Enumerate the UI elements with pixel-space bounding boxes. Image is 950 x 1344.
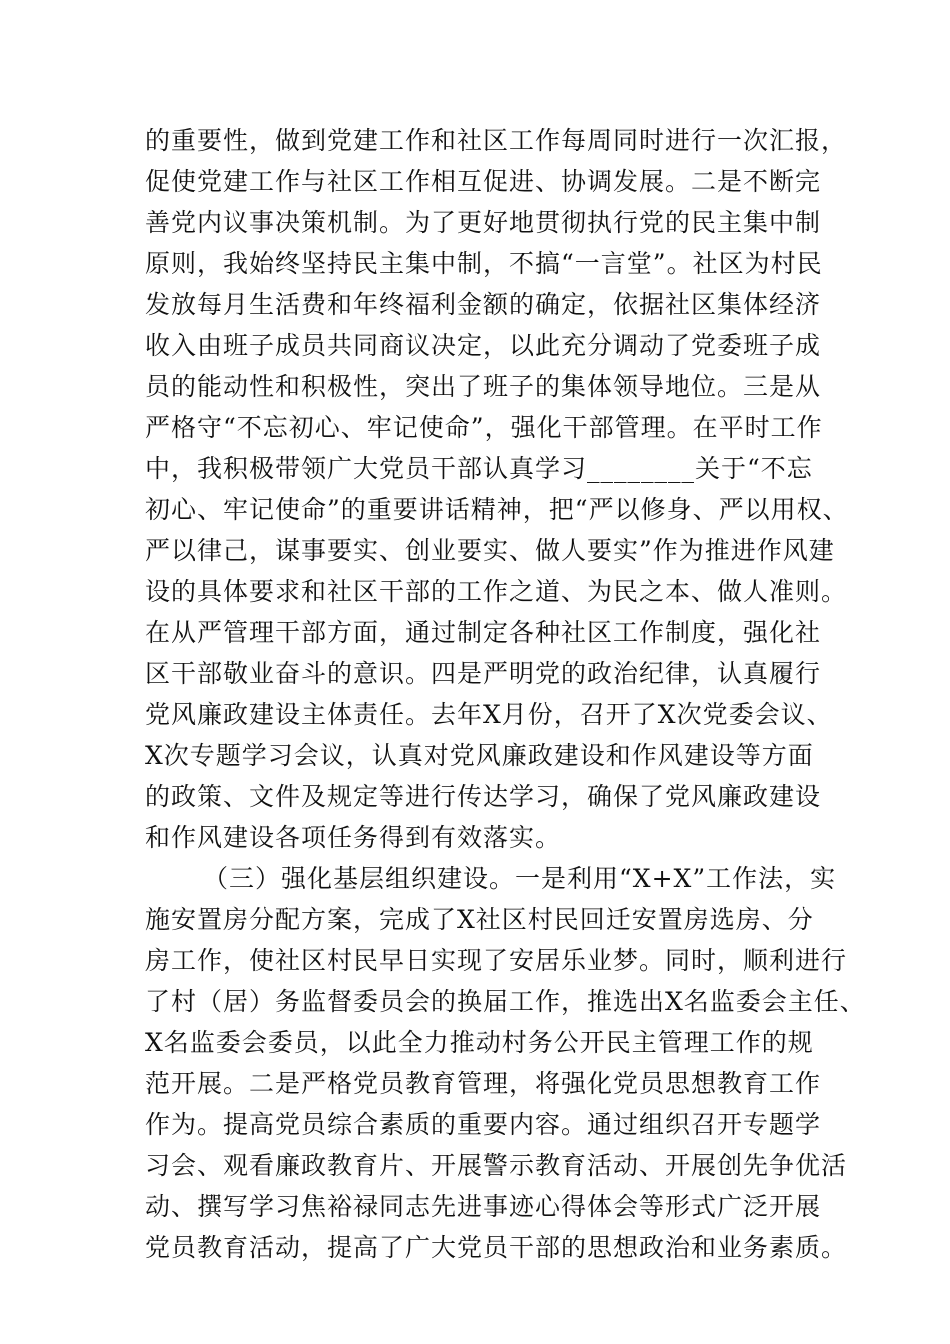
text-line: 收入由班子成员共同商议决定，以此充分调动了党委班子成 [145,331,822,360]
text-line: 范开展。二是严格党员教育管理，将强化党员思想教育工作 [145,1069,822,1098]
text-line: 习会、观看廉政教育片、开展警示教育活动、开展创先争优活 [145,1151,848,1180]
section-heading-line: （三）强化基层组织建设。一是利用“X+X”工作法，实 [203,864,837,893]
text-line: 了村（居）务监督委员会的换届工作，推选出X名监委会主任、 [145,987,866,1016]
text-line: 发放每月生活费和年终福利金额的确定，依据社区集体经济 [145,290,822,319]
text-line: 区干部敬业奋斗的意识。四是严明党的政治纪律，认真履行 [145,659,822,688]
text-line: 严以律己，谋事要实、创业要实、做人要实”作为推进作风建 [145,536,835,565]
text-line: 和作风建设各项任务得到有效落实。 [145,823,562,852]
text-line: 原则，我始终坚持民主集中制，不搞“一言堂”。社区为村民 [145,249,823,278]
text-line: 严格守“不忘初心、牢记使命”，强化干部管理。在平时工作 [145,413,823,442]
body-text [145,120,866,1268]
text-line: 初心、牢记使命”的重要讲话精神，把“严以修身、严以用权、 [145,495,849,524]
text-line: 在从严管理干部方面，通过制定各种社区工作制度，强化社 [145,618,822,647]
text-line: 党员教育活动，提高了广大党员干部的思想政治和业务素质。 [145,1233,848,1262]
text-line: X次专题学习会议，认真对党风廉政建设和作风建设等方面 [145,741,814,770]
text-line: 房工作，使社区村民早日实现了安居乐业梦。同时，顺利进行 [145,946,848,975]
text-line: 设的具体要求和社区干部的工作之道、为民之本、做人准则。 [145,577,848,606]
text-line: 中，我积极带领广大党员干部认真学习________关于“不忘 [145,454,813,483]
text-line: 的重要性，做到党建工作和社区工作每周同时进行一次汇报， [145,126,848,155]
text-line: 促使党建工作与社区工作相互促进、协调发展。二是不断完 [145,167,822,196]
text-line: 善党内议事决策机制。为了更好地贯彻执行党的民主集中制 [145,208,822,237]
text-line: 的政策、文件及规定等进行传达学习，确保了党风廉政建设 [145,782,822,811]
text-line: 施安置房分配方案，完成了X社区村民回迁安置房选房、分 [145,905,814,934]
text-line: 员的能动性和积极性，突出了班子的集体领导地位。三是从 [145,372,822,401]
text-line: 动、撰写学习焦裕禄同志先进事迹心得体会等形式广泛开展 [145,1192,822,1221]
text-line: X名监委会委员，以此全力推动村务公开民主管理工作的规 [145,1028,814,1057]
text-line: 作为。提高党员综合素质的重要内容。通过组织召开专题学 [145,1110,822,1139]
text-line: 党风廉政建设主体责任。去年X月份，召开了X次党委会议、 [145,700,833,729]
